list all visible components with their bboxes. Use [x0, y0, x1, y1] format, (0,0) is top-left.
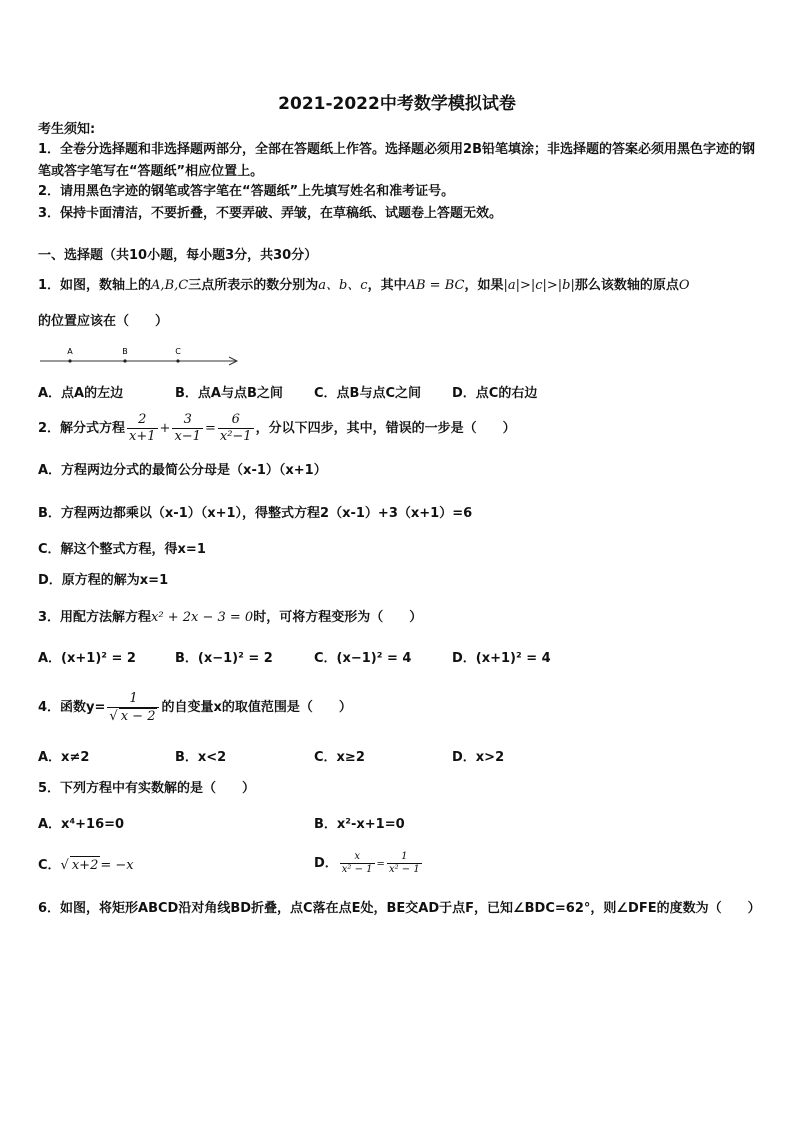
question-6: 6．如图，将矩形ABCD沿对角线BD折叠，点C落在点E处，BE交AD于点F，已知∠BDC=62°，则∠DFE的度数为（ ） [38, 901, 761, 916]
q4-option-b: B．x<2 [175, 750, 227, 765]
label-c: C [175, 347, 181, 356]
q3-option-d: D．(x+1)² = 4 [452, 651, 551, 666]
q5-d-equals: = [376, 859, 385, 870]
q2-f3-num: 6 [218, 412, 254, 429]
q5-c-label: C． [38, 858, 61, 873]
q3-text: 时，可将方程变形为（ ） [253, 610, 423, 625]
q2-text: 2．解分式方程 [38, 421, 126, 436]
q1-option-a: A．点A的左边 [38, 386, 124, 401]
q1-text: ，如果 [464, 278, 504, 293]
q5-option-a: A．x⁴+16=0 [38, 817, 125, 832]
q2-option-a: A．方程两边分式的最简公分母是（x-1）（x+1） [38, 463, 327, 478]
q1-text: 三点所表示的数分别为 [188, 278, 319, 293]
q2-option-c: C．解这个整式方程，得x=1 [38, 542, 206, 557]
q1-points: A,B,C [151, 278, 189, 293]
q4-radicand: x − 2 [120, 708, 156, 724]
q3-equation: x² + 2x − 3 = 0 [151, 610, 254, 625]
q1-option-d: D．点C的右边 [452, 386, 538, 401]
q2-f1-den: x+1 [129, 429, 156, 444]
q2-f1-num: 2 [127, 412, 158, 429]
q5-c-rhs: = −x [100, 858, 134, 873]
q4-option-d: D．x>2 [452, 750, 505, 765]
q1-condition: AB = BC [406, 278, 465, 293]
notice-item-3: 3．保持卡面清洁，不要折叠，不要弄破、弄皱，在草稿纸、试题卷上答题无效。 [38, 206, 503, 221]
q4-num: 1 [107, 691, 159, 708]
notice-item-1: 1．全卷分选择题和非选择题两部分，全部在答题纸上作答。选择题必须用2B铅笔填涂；非选择题的答案必须用黑色字迹的钢笔或答字笔写在“答题纸”相应位置上。 [38, 142, 756, 179]
label-a: A [67, 347, 73, 356]
q5-d-f2-num: 1 [387, 851, 422, 864]
label-b: B [122, 347, 128, 356]
q2-fraction-1 [127, 412, 158, 445]
q5-option-c [38, 856, 134, 874]
q1-values: a、b、c [318, 278, 368, 293]
q1-line2: 的位置应该在（ ） [38, 314, 169, 329]
q5-d-label: D． [314, 856, 338, 871]
point-a [68, 359, 71, 362]
q2-option-b: B．方程两边都乘以（x-1）（x+1），得整式方程2（x-1）+3（x+1）=6 [38, 506, 473, 521]
q5-option-b: B．x²-x+1=0 [314, 817, 405, 832]
point-b [123, 359, 126, 362]
question-3 [38, 609, 422, 626]
q5-c-sqrt-sign: √ [60, 858, 69, 873]
q5-c-radicand: x+2 [71, 858, 99, 873]
q5-d-f1-num: x [340, 851, 375, 864]
q1-option-b: B．点A与点B之间 [175, 386, 283, 401]
q2-fraction-2 [172, 412, 203, 445]
point-c [176, 359, 179, 362]
q1-text: 1．如图，数轴上的 [38, 278, 152, 293]
q1-abs-inequality: |a|>|c|>|b| [503, 278, 575, 293]
q5-d-fraction-2 [387, 851, 422, 876]
notice-item-2: 2．请用黑色字迹的钢笔或答字笔在“答题纸”上先填写姓名和准考证号。 [38, 184, 455, 199]
q1-origin: O [678, 278, 690, 293]
q3-text: 3．用配方法解方程 [38, 610, 152, 625]
q5-option-d [314, 848, 424, 881]
q5-d-fraction-1 [340, 851, 375, 876]
q3-option-c: C．(x−1)² = 4 [314, 651, 412, 666]
notice-heading: 考生须知: [38, 122, 96, 137]
q4-option-c: C．x≥2 [314, 750, 365, 765]
q2-option-d: D．原方程的解为x=1 [38, 573, 169, 588]
q4-fraction [107, 691, 159, 725]
q5-d-f1-den: x² − 1 [341, 864, 373, 875]
q3-option-b: B．(x−1)² = 2 [175, 651, 273, 666]
q1-text: ，其中 [367, 278, 407, 293]
page-title: 2021-2022中考数学模拟试卷 [278, 94, 516, 114]
q2-f3-den: x²−1 [219, 429, 252, 444]
q4-option-a: A．x≠2 [38, 750, 90, 765]
q2-text: ，分以下四步，其中，错误的一步是（ ） [255, 421, 516, 436]
q5-d-f2-den: x² − 1 [388, 864, 420, 875]
q1-option-c: C．点B与点C之间 [314, 386, 421, 401]
question-5: 5．下列方程中有实数解的是（ ） [38, 781, 256, 796]
q4-den: √ x − 2 [109, 708, 156, 724]
q1-text: 那么该数轴的原点 [574, 278, 679, 293]
q2-equals: = [204, 421, 216, 436]
q2-plus: + [159, 421, 171, 436]
question-4 [38, 689, 352, 727]
q2-f2-den: x−1 [174, 429, 201, 444]
q4-text: 4．函数y= [38, 700, 106, 715]
question-2 [38, 410, 516, 448]
q2-f2-num: 3 [172, 412, 203, 429]
q2-fraction-3 [218, 412, 254, 445]
q4-text: 的自变量x的取值范围是（ ） [161, 700, 352, 715]
number-line-figure [38, 342, 242, 368]
q3-option-a: A．(x+1)² = 2 [38, 651, 136, 666]
question-1 [38, 277, 690, 294]
section-heading: 一、选择题（共10小题，每小题3分，共30分） [38, 248, 318, 263]
